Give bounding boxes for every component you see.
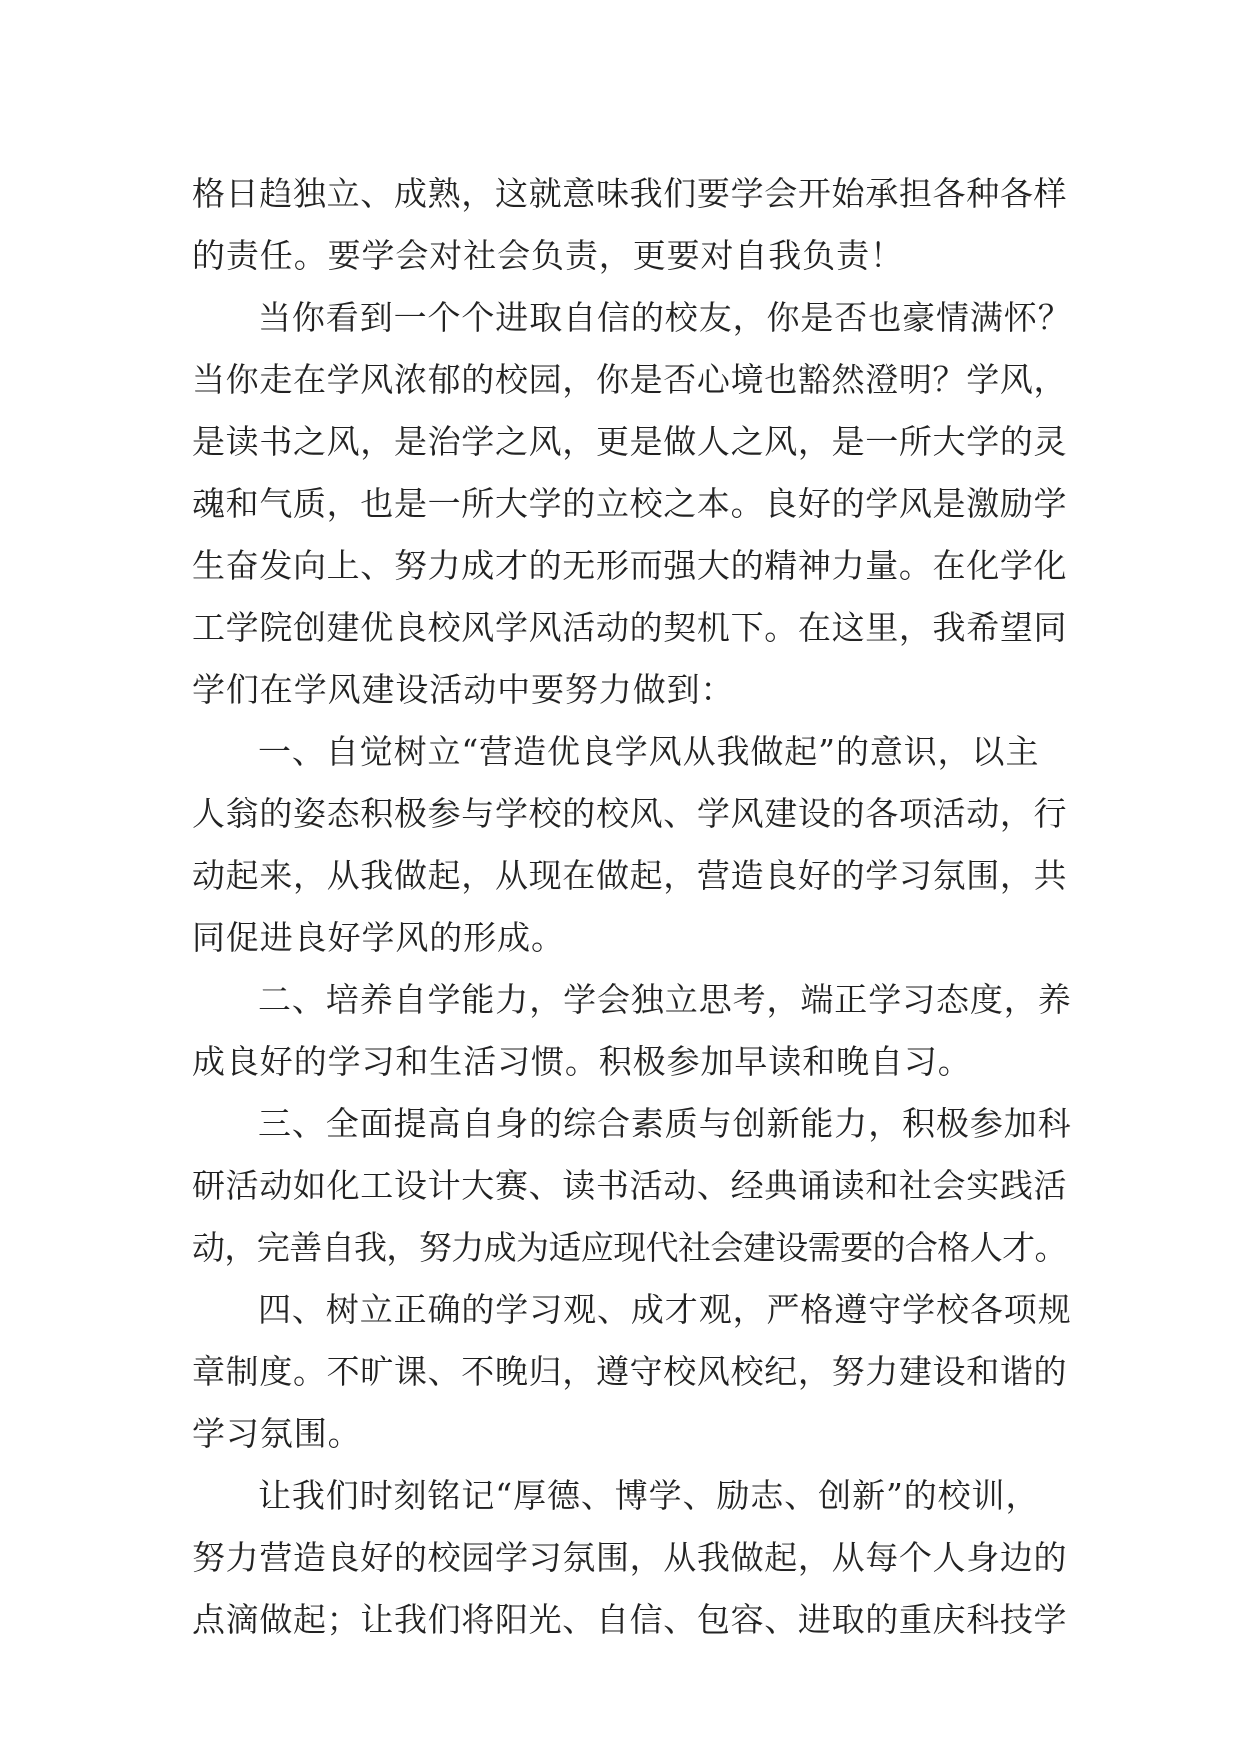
text-line: 成良好的学习和生活习惯。积极参加早读和晚自习。 (192, 1042, 972, 1081)
text-line: 魂和气质，也是一所大学的立校之本。良好的学风是激励学 (192, 484, 1068, 523)
text-line: 格日趋独立、成熟，这就意味我们要学会开始承担各种各样 (192, 174, 1068, 213)
text-line: 点滴做起；让我们将阳光、自信、包容、进取的重庆科技学 (192, 1600, 1068, 1639)
text-line: 当你走在学风浓郁的校园，你是否心境也豁然澄明？学风， (192, 360, 1068, 399)
text-line: 四、树立正确的学习观、成才观，严格遵守学校各项规 (258, 1290, 1072, 1329)
document-body (192, 163, 1072, 1651)
text-line: 一、自觉树立“营造优良学风从我做起”的意识，以主 (258, 732, 1040, 771)
text-line: 生奋发向上、努力成才的无形而强大的精神力量。在化学化 (192, 546, 1068, 585)
text-line: 学们在学风建设活动中要努力做到： (192, 670, 735, 709)
text-line: 同促进良好学风的形成。 (192, 918, 565, 957)
text-line: 让我们时刻铭记“厚德、博学、励志、创新”的校训， (258, 1476, 1040, 1515)
text-line: 工学院创建优良校风学风活动的契机下。在这里，我希望同 (192, 608, 1068, 647)
text-line: 三、全面提高自身的综合素质与创新能力，积极参加科 (258, 1104, 1072, 1143)
text-line: 动起来，从我做起，从现在做起，营造良好的学习氛围，共 (192, 856, 1068, 895)
text-line: 是读书之风，是治学之风，更是做人之风，是一所大学的灵 (192, 422, 1068, 461)
text-line: 人翁的姿态积极参与学校的校风、学风建设的各项活动，行 (192, 794, 1068, 833)
text-line: 章制度。不旷课、不晚归，遵守校风校纪，努力建设和谐的 (192, 1352, 1068, 1391)
text-line: 二、培养自学能力，学会独立思考，端正学习态度，养 (258, 980, 1072, 1019)
text-line: 努力营造良好的校园学习氛围，从我做起，从每个人身边的 (192, 1538, 1068, 1577)
text-line: 的责任。要学会对社会负责，更要对自我负责！ (192, 236, 904, 275)
text-line: 当你看到一个个进取自信的校友，你是否也豪情满怀？ (258, 298, 1072, 337)
text-line: 学习氛围。 (192, 1414, 362, 1453)
text-line: 动，完善自我，努力成为适应现代社会建设需要的合格人才。 (192, 1228, 1067, 1267)
text-line: 研活动如化工设计大赛、读书活动、经典诵读和社会实践活 (192, 1166, 1068, 1205)
